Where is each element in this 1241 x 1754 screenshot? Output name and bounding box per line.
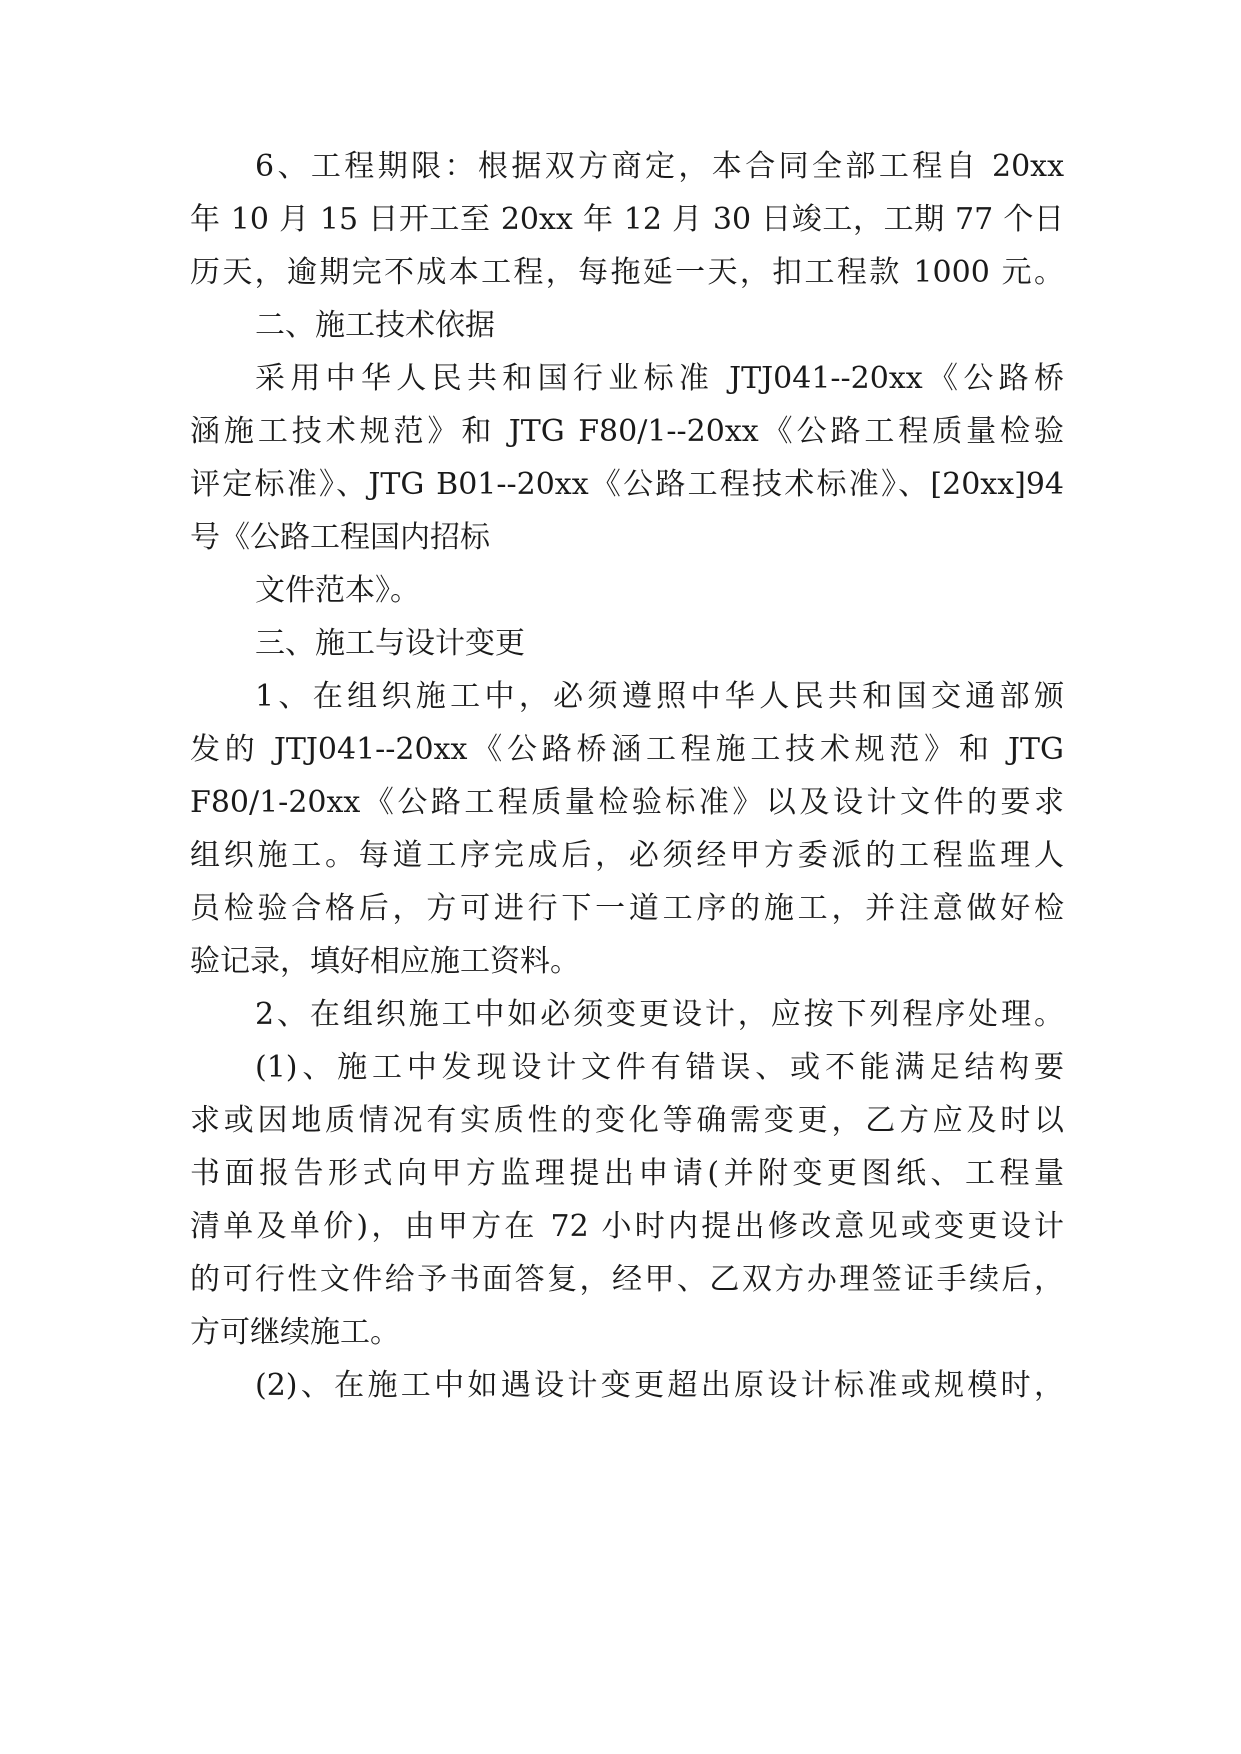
paragraph-line: 6、工程期限：根据双方商定，本合同全部工程自 20xx (255, 149, 1064, 184)
paragraph-line: 年 10 月 15 日开工至 20xx 年 12 月 30 日竣工，工期 77 个日 (190, 202, 1064, 237)
paragraph-line: 求或因地质情况有实质性的变化等确需变更，乙方应及时以 (190, 1103, 1064, 1138)
paragraph-line: 员检验合格后，方可进行下一道工序的施工，并注意做好检 (190, 891, 1064, 926)
paragraph-line: 清单及单价)，由甲方在 72 小时内提出修改意见或变更设计 (190, 1209, 1064, 1244)
paragraph-line: 评定标准》、JTG B01--20xx《公路工程技术标准》、[20xx]94 (190, 467, 1064, 502)
paragraph-line: 涵施工技术规范》和 JTG F80/1--20xx《公路工程质量检验 (190, 414, 1064, 449)
paragraph-line: 方可继续施工。 (190, 1315, 400, 1350)
paragraph-line: 发的 JTJ041--20xx《公路桥涵工程施工技术规范》和 JTG (190, 732, 1064, 767)
section-heading: 三、施工与设计变更 (255, 626, 525, 661)
paragraph-line: (1)、施工中发现设计文件有错误、或不能满足结构要 (255, 1050, 1064, 1085)
section-heading: 二、施工技术依据 (255, 308, 495, 343)
paragraph-line: 书面报告形式向甲方监理提出申请(并附变更图纸、工程量 (190, 1156, 1064, 1191)
paragraph-line: 组织施工。每道工序完成后，必须经甲方委派的工程监理人 (190, 838, 1064, 873)
paragraph-line: (2)、在施工中如遇设计变更超出原设计标准或规模时， (255, 1368, 1064, 1403)
paragraph-line: 号《公路工程国内招标 (190, 520, 490, 555)
paragraph-line: 验记录，填好相应施工资料。 (190, 944, 580, 979)
paragraph-line: 文件范本》。 (255, 573, 420, 608)
paragraph-line: 历天，逾期完不成本工程，每拖延一天，扣工程款 1000 元。 (190, 255, 1064, 290)
paragraph-line: 2、在组织施工中如必须变更设计，应按下列程序处理。 (255, 997, 1064, 1032)
paragraph-line: 1、在组织施工中，必须遵照中华人民共和国交通部颁 (255, 679, 1064, 714)
paragraph-line: 的可行性文件给予书面答复，经甲、乙双方办理签证手续后， (190, 1262, 1064, 1297)
paragraph-line: F80/1-20xx《公路工程质量检验标准》以及设计文件的要求 (190, 785, 1064, 820)
paragraph-line: 采用中华人民共和国行业标准 JTJ041--20xx《公路桥 (255, 361, 1064, 396)
